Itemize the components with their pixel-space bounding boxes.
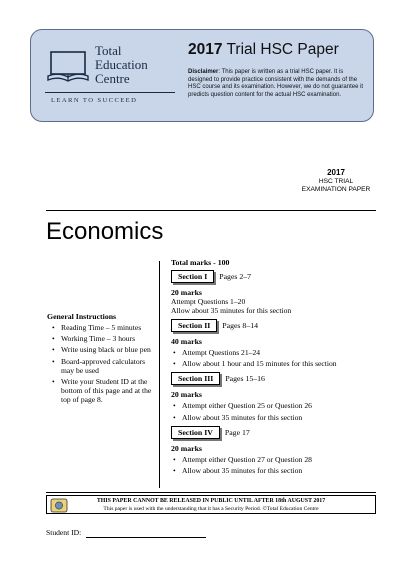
security-notice-line1: THIS PAPER CANNOT BE RELEASED IN PUBLIC UNTIL AFTER 18th AUGUST 2017	[96, 498, 326, 504]
section-marks: 20 marks	[171, 288, 202, 297]
general-instructions-list	[52, 323, 154, 406]
exam-year: 2017	[327, 168, 345, 177]
logo-tagline: LEARN TO SUCCEED	[51, 97, 138, 104]
section-instruction: Attempt Questions 1–20	[171, 297, 246, 306]
list-item: • Allow about 35 minutes for this section	[171, 413, 371, 422]
section-marks: 40 marks	[171, 337, 202, 346]
logo	[45, 44, 185, 116]
marks-column	[171, 258, 371, 479]
divider-top	[46, 210, 376, 211]
exam-info-line1: HSC TRIAL	[318, 178, 354, 185]
paper-year: 2017	[188, 41, 223, 58]
list-item: • Attempt either Question 25 or Question 26	[171, 401, 371, 410]
book-screen-icon	[45, 50, 91, 84]
section-instruction: Allow about 35 minutes for this section	[171, 306, 292, 315]
section-pages: Pages 2–7	[219, 272, 252, 281]
list-item: • Reading Time – 5 minutes	[52, 323, 154, 332]
disclaimer-text: : This paper is written as a trial HSC paper. It is designed to provide practice consistent with the demands of the HSC course and its examination. However, we do not guarantee it predicts question content for the actual HSC examination.	[188, 69, 364, 98]
header-banner	[30, 29, 374, 122]
section-label: Section II	[171, 319, 217, 332]
list-item: • Allow about 35 minutes for this section	[171, 466, 371, 475]
student-id-field[interactable]	[86, 537, 206, 538]
exam-info	[296, 167, 376, 195]
list-item: • Allow about 1 hour and 15 minutes for this section	[171, 359, 371, 368]
exam-info-line2: EXAMINATION PAPER	[301, 186, 371, 194]
paper-title-text: Trial HSC Paper	[226, 41, 339, 58]
logo-wordmark: Total Education Centre	[95, 43, 148, 86]
column-divider	[159, 261, 160, 488]
list-item: • Board-approved calculators may be used	[52, 357, 154, 375]
section-marks: 20 marks	[171, 443, 202, 453]
security-notice-line2: This paper is used with the understanding that it has a Security Period. ©Total Education Centre	[103, 506, 319, 512]
section-marks: 20 marks	[171, 390, 202, 400]
section-3	[171, 372, 371, 421]
list-item: • Attempt either Question 27 or Question 28	[171, 455, 371, 464]
section-2	[171, 319, 371, 368]
general-instructions-title: General Instructions	[47, 312, 117, 321]
divider-bottom	[46, 492, 376, 493]
section-label: Section I	[171, 270, 214, 283]
list-item: • Attempt Questions 21–24	[171, 348, 371, 357]
paper-title	[188, 41, 339, 59]
total-marks: Total marks - 100	[171, 258, 230, 267]
list-item: • Write using black or blue pen	[52, 345, 154, 354]
section-4	[171, 426, 371, 475]
list-item: • Working Time – 3 hours	[52, 334, 154, 343]
section-label: Section III	[171, 372, 220, 385]
section-1	[171, 270, 371, 315]
disclaimer-label: Disclaimer	[188, 69, 219, 75]
section-pages: Pages 8–14	[222, 321, 259, 330]
section-pages: Pages 15–16	[225, 374, 265, 384]
security-notice	[46, 495, 376, 514]
section-pages: Page 17	[224, 427, 250, 437]
logo-divider	[45, 92, 175, 93]
student-id-label: Student ID:	[46, 528, 82, 537]
subject-title: Economics	[46, 218, 164, 245]
list-item: • Write your Student ID at the bottom of this page and at the top of page 8.	[52, 377, 154, 404]
disclaimer	[188, 69, 368, 99]
section-label: Section IV	[171, 426, 220, 439]
